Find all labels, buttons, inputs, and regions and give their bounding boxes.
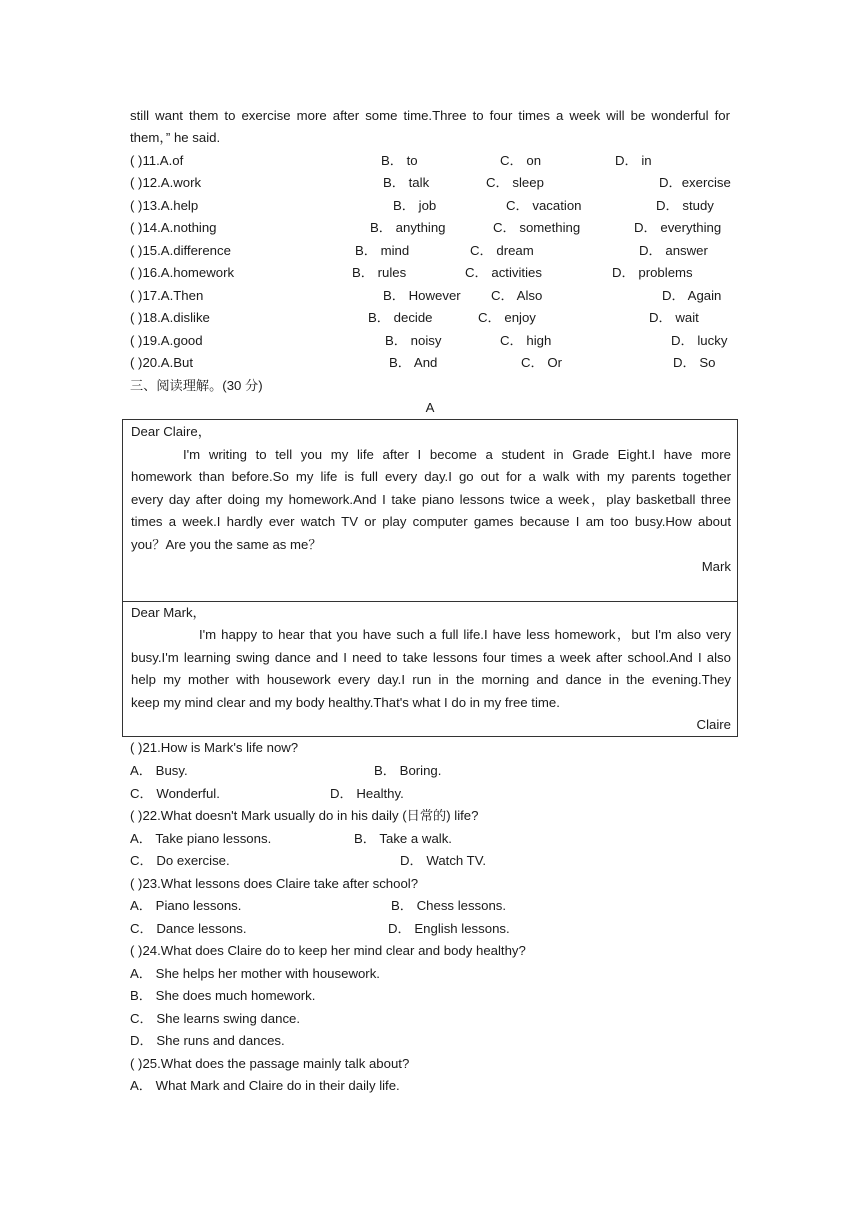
cloze-item-19: ( )19.A.good B． noisy C． high D． lucky	[130, 333, 728, 348]
question-22-options-cd: C． Do exercise. D． Watch TV.	[130, 853, 486, 868]
letter2-salutation: Dear Mark，	[131, 605, 206, 620]
intro-line-2: them，” he said.	[130, 130, 221, 145]
cloze-item-12: ( )12.A.work B． talk C． sleep D．exercise	[130, 175, 731, 190]
question-21: ( )21.How is Mark's life now?	[130, 740, 299, 755]
letter-box-claire	[122, 600, 738, 737]
letter2-signature: Claire	[696, 717, 731, 732]
question-24: ( )24.What does Claire do to keep her mind clear and body healthy?	[130, 943, 526, 958]
cloze-item-18: ( )18.A.dislike B． decide C． enjoy D． wait	[130, 310, 699, 325]
intro-line-1: still want them to exercise more after some time.Three to four times a week will be wonderful for	[130, 108, 730, 123]
cloze-item-20: ( )20.A.But B． And C． Or D． So	[130, 355, 716, 370]
letter2-line-3: help my mother with housework every day.I run in the morning and dance in the evening.They	[131, 672, 731, 687]
letter1-salutation: Dear Claire，	[131, 424, 211, 439]
question-21-options-ab: A． Busy. B． Boring.	[130, 763, 442, 778]
letter1-line-4: times a week.I hardly ever watch TV or play computer games because I am too busy.How about	[131, 514, 731, 529]
question-22-options-ab: A． Take piano lessons. B． Take a walk.	[130, 831, 452, 846]
cloze-item-17: ( )17.A.Then B． However C． Also D． Again	[130, 288, 722, 303]
question-21-options-cd: C． Wonderful. D． Healthy.	[130, 786, 404, 801]
question-23: ( )23.What lessons does Claire take after school?	[130, 876, 419, 891]
letter1-signature: Mark	[701, 559, 731, 574]
cloze-item-15: ( )15.A.difference B． mind C． dream D． answer	[130, 243, 708, 258]
question-25-option-a: A． What Mark and Claire do in their daily life.	[130, 1078, 400, 1093]
question-24-option-d: D． She runs and dances.	[130, 1033, 285, 1048]
letter1-line-5: you？Are you the same as me？	[131, 537, 322, 552]
cloze-item-11: ( )11.A.of B． to C． on D． in	[130, 153, 652, 168]
letter2-line-1: I'm happy to hear that you have such a full life.I have less homework，but I'm also very	[199, 627, 731, 642]
letter1-line-1: I'm writing to tell you my life after I become a student in Grade Eight.I have more	[183, 447, 731, 462]
letter-box-mark	[122, 419, 738, 602]
passage-label: A	[425, 400, 435, 415]
question-25: ( )25.What does the passage mainly talk about?	[130, 1056, 410, 1071]
letter1-line-3: every day after doing my homework.And I take piano lessons twice a week，play basketball three	[131, 492, 731, 507]
question-24-option-c: C． She learns swing dance.	[130, 1011, 301, 1026]
section-heading: 三、阅读理解。(30 分)	[130, 378, 263, 393]
cloze-item-14: ( )14.A.nothing B． anything C． something D． everything	[130, 220, 722, 235]
question-23-options-cd: C． Dance lessons. D． English lessons.	[130, 921, 510, 936]
letter1-line-2: homework than before.So my life is full every day.I go out for a walk with my parents together	[131, 469, 731, 484]
letter2-line-2: busy.I'm learning swing dance and I need to take lessons four times a week after school.And I also	[131, 650, 731, 665]
cloze-item-16: ( )16.A.homework B． rules C． activities D． problems	[130, 265, 693, 280]
question-23-options-ab: A． Piano lessons. B． Chess lessons.	[130, 898, 507, 913]
letter2-line-4: keep my mind clear and my body healthy.That's what I do in my free time.	[131, 695, 560, 710]
question-22: ( )22.What doesn't Mark usually do in his daily (日常的) life?	[130, 808, 479, 823]
question-24-option-b: B． She does much homework.	[130, 988, 316, 1003]
question-24-option-a: A． She helps her mother with housework.	[130, 966, 380, 981]
cloze-item-13: ( )13.A.help B． job C． vacation D． study	[130, 198, 714, 213]
